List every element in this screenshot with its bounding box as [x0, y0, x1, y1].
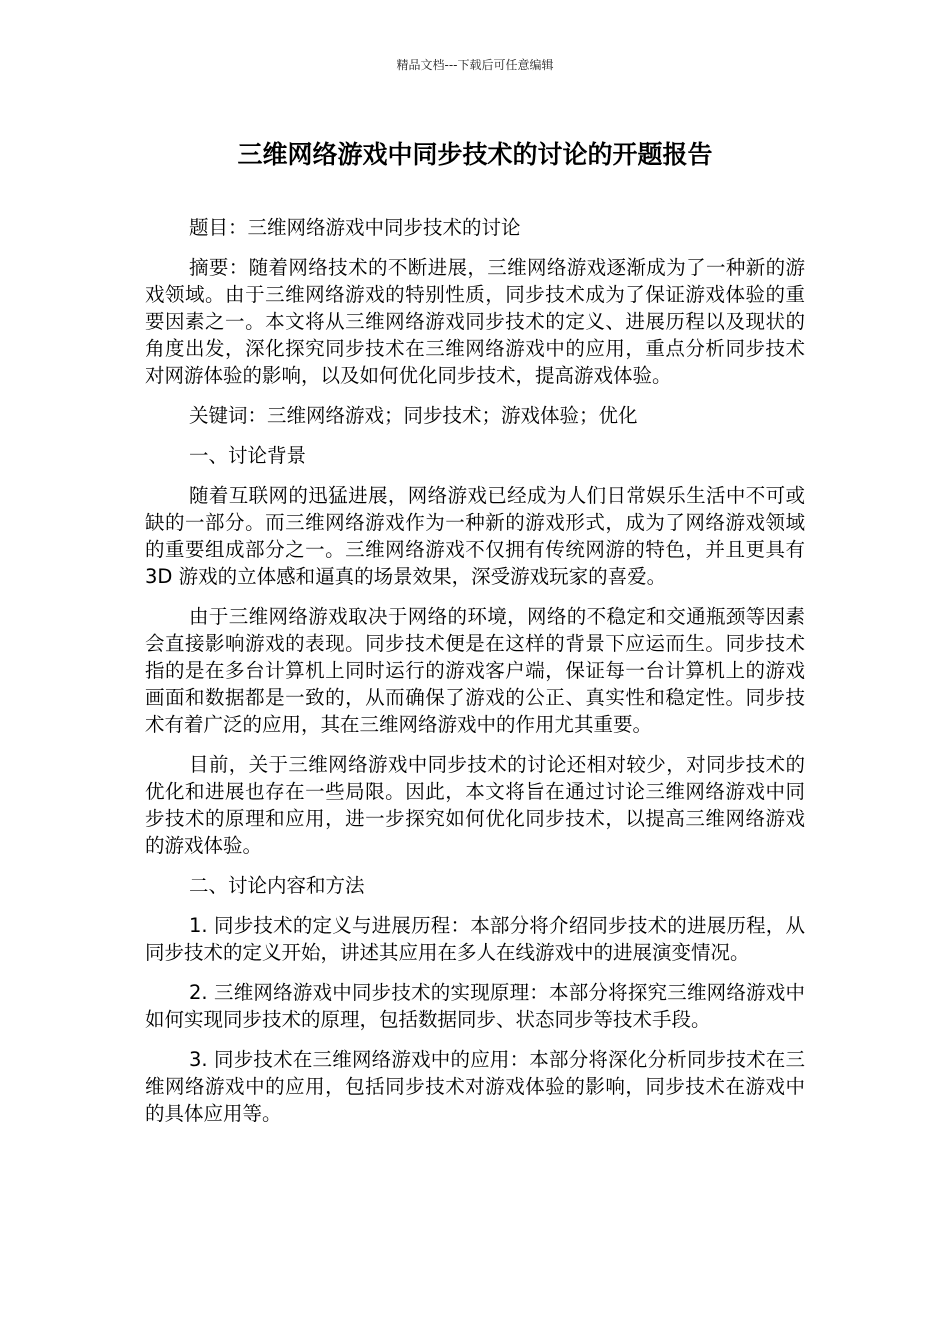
- section-heading-background: 一、讨论背景: [189, 444, 307, 467]
- background-paragraph-2: 由于三维网络游戏取决于网络的环境，网络的不稳定和交通瓶颈等因素会直接影响游戏的表现。同步技术便是在这样的背景下应运而生。同步技术指的是在多台计算机上同时运行的游戏客户端，保证每一台计算机上的游戏画面和数据都是一致的，从而确保了游戏的公正、真实性和稳定性。同步技术有着广泛的应用，其在三维网络游戏中的作用尤其重要。: [145, 605, 805, 736]
- section-heading-content-methods: 二、讨论内容和方法: [189, 874, 365, 897]
- document-body: [145, 214, 805, 1140]
- abstract-paragraph: 摘要：随着网络技术的不断进展，三维网络游戏逐渐成为了一种新的游戏领域。由于三维网络游戏的特别性质，同步技术成为了保证游戏体验的重要因素之一。本文将从三维网络游戏同步技术的定义、进展历程以及现状的角度出发，深化探究同步技术在三维网络游戏中的应用，重点分析同步技术对网游体验的影响，以及如何优化同步技术，提高游戏体验。: [145, 256, 805, 387]
- content-item-3: 3. 同步技术在三维网络游戏中的应用：本部分将深化分析同步技术在三维网络游戏中的应用，包括同步技术对游戏体验的影响，同步技术在游戏中的具体应用等。: [145, 1048, 805, 1125]
- page-header: 精品文档---下载后可任意编辑: [396, 58, 554, 72]
- background-paragraph-3: 目前，关于三维网络游戏中同步技术的讨论还相对较少，对同步技术的优化和进展也存在一些局限。因此，本文将旨在通过讨论三维网络游戏中同步技术的原理和应用，进一步探究如何优化同步技术，以提高三维网络游戏的游戏体验。: [145, 753, 805, 857]
- keywords-paragraph: 关键词：三维网络游戏；同步技术；游戏体验；优化: [189, 404, 638, 427]
- document-title: 三维网络游戏中同步技术的讨论的开题报告: [237, 140, 713, 169]
- content-item-1: 1. 同步技术的定义与进展历程：本部分将介绍同步技术的进展历程，从同步技术的定义开始，讲述其应用在多人在线游戏中的进展演变情况。: [145, 914, 805, 964]
- topic-paragraph: 题目：三维网络游戏中同步技术的讨论: [189, 216, 521, 239]
- background-paragraph-1: 随着互联网的迅猛进展，网络游戏已经成为人们日常娱乐生活中不可或缺的一部分。而三维网络游戏作为一种新的游戏形式，成为了网络游戏领域的重要组成部分之一。三维网络游戏不仅拥有传统网游的特色，并且更具有 3D 游戏的立体感和逼真的场景效果，深受游戏玩家的喜爱。: [145, 484, 805, 588]
- content-item-2: 2. 三维网络游戏中同步技术的实现原理：本部分将探究三维网络游戏中如何实现同步技术的原理，包括数据同步、状态同步等技术手段。: [145, 981, 805, 1031]
